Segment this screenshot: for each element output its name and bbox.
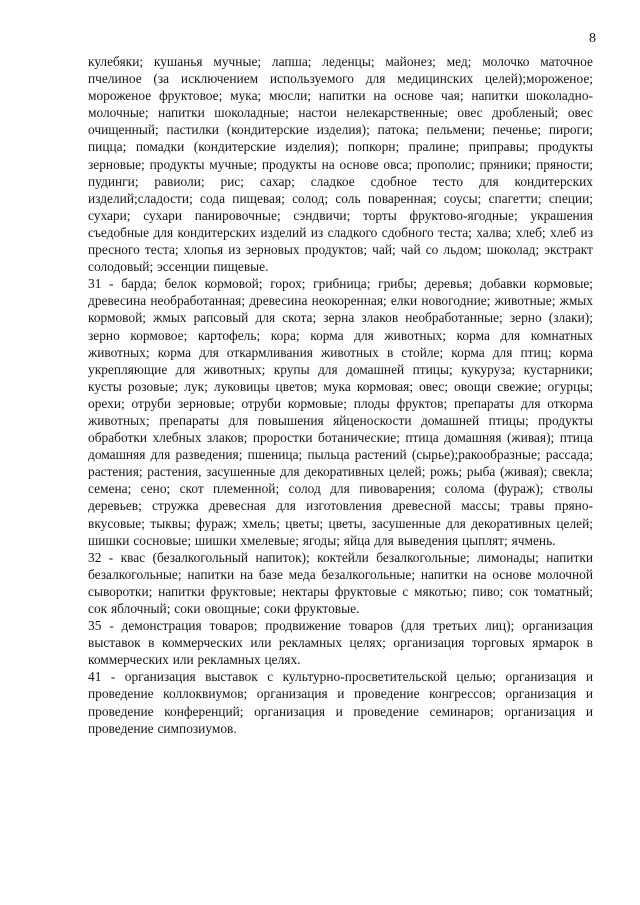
paragraph-class-30-continuation: кулебяки; кушанья мучные; лапша; леденцы; майонез; мед; молочко маточное пчелиное (за исключением используемого для медицинских целей);мороженое; мороженое фруктовое; мука; мюсли; напитки на основе чая; напитки шоколадно-молочные; напитки шоколадные; настои нелекарственные; овес дробленый; овес очищенный; пастилки (кондитерские изделия); патока; пельмени; печенье; пироги; пицца; помадки (кондитерские изделия); попкорн; пралине; приправы; продукты зерновые; продукты мучные; продукты на основе овса; прополис; пряники; пряности; пудинги; равиоли; рис; сахар; сладкое сдобное тесто для кондитерских изделий;сладости; сода пищевая; солод; соль поваренная; соусы; спагетти; специи; сухари; сухари панировочные; сэндвичи; торты фруктово-ягодные; украшения съедобные для кондитерских изделий из сладкого сдобного теста; халва; хлеб; хлеб из пресного теста; хлопья из зерновых продуктов; чай; чай со льдом; шоколад; экстракт солодовый; эссенции пищевые. — [88, 54, 593, 275]
paragraph-class-32: 32 - квас (безалкогольный напиток); коктейли безалкогольные; лимонады; напитки безалкогольные; напитки на базе меда безалкогольные; напитки на основе молочной сыворотки; напитки фруктовые; нектары фруктовые с мякотью; пиво; сок томатный; сок яблочный; соки овощные; соки фруктовые. — [88, 549, 593, 616]
page-number: 8 — [589, 31, 596, 46]
paragraph-class-31: 31 - барда; белок кормовой; горох; грибница; грибы; деревья; добавки кормовые; древесина необработанная; древесина неокоренная; елки новогодние; животные; жмых кормовой; жмых рапсовый для скота; зерна злаков необработанные; зерно (злаки); зерно кормовое; картофель; кора; корма для животных; корма для комнатных животных; корма для откармливания животных в стойле; корма для птиц; корма укрепляющие для животных; крупы для домашней птицы; кукуруза; кустарники; кусты розовые; лук; луковицы цветов; мука кормовая; овес; овощи свежие; огурцы; орехи; отруби зерновые; отруби кормовые; плоды фруктов; препараты для откорма животных; препараты для повышения яйценоскости домашней птицы; продукты обработки хлебных злаков; проростки ботанические; птица домашняя (живая); птица домашняя для разведения; пшеница; пыльца растений (сырье);ракообразные; рассада; растения; растения, засушенные для декоративных целей; рожь; рыба (живая); свекла; семена; сено; скот племенной; солод для пивоварения; солома (фураж); стволы деревьев; стружка древесная для изготовления древесной массы; травы пряно-вкусовые; тыквы; фураж; хмель; цветы; цветы, засушенные для декоративных целей; шишки сосновые; шишки хмелевые; ягоды; яйца для выведения цыплят; ячмень. — [88, 276, 593, 548]
document-body — [88, 53, 593, 737]
paragraph-class-35: 35 - демонстрация товаров; продвижение товаров (для третьих лиц); организация выставок в коммерческих или рекламных целях; организация торговых ярмарок в коммерческих или рекламных целях. — [88, 618, 593, 668]
paragraph-class-41: 41 - организация выставок с культурно-просветительской целью; организация и проведение коллоквиумов; организация и проведение конгрессов; организация и проведение конференций; организация и проведение семинаров; организация и проведение симпозиумов. — [88, 669, 593, 736]
